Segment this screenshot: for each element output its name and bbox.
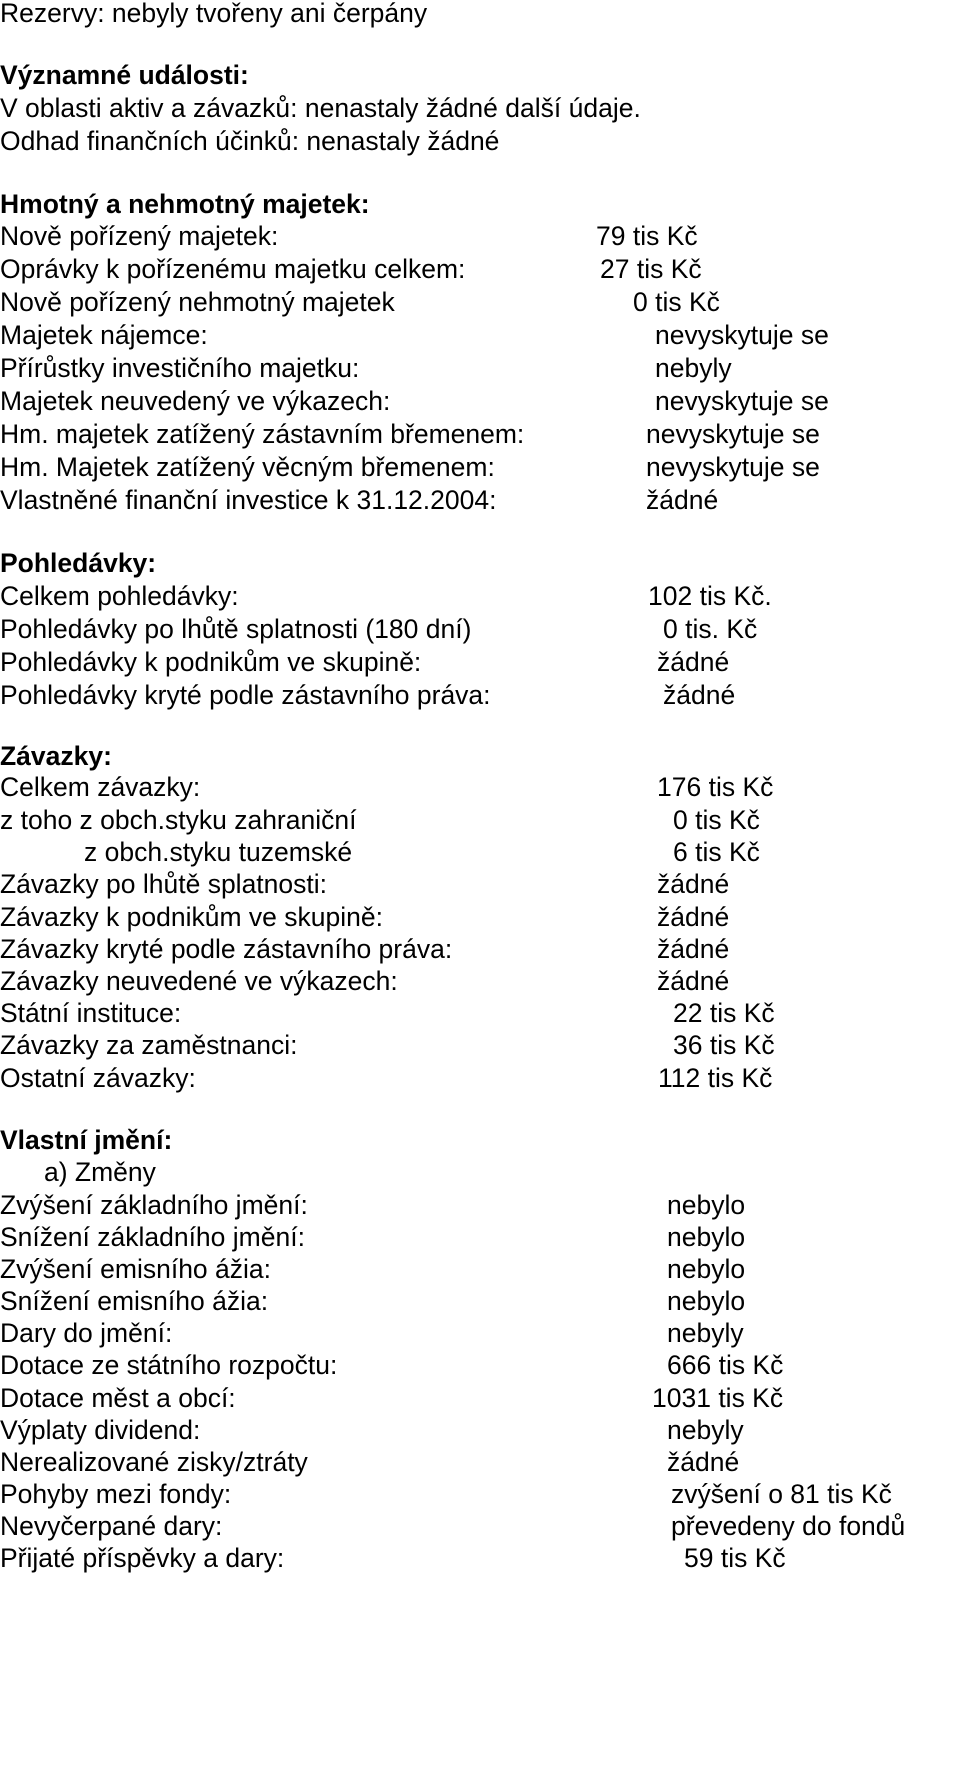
majetek-row-7-label: Hm. Majetek zatížený věcným břemenem: <box>0 452 495 482</box>
rezervy-line: Rezervy: nebyly tvořeny ani čerpány <box>0 0 428 28</box>
jmeni-row-8-value: žádné <box>667 1447 740 1477</box>
vyznamne-line-2: Odhad finančních účinků: nenastaly žádné <box>0 126 500 156</box>
pohledavky-row-3-value: žádné <box>663 680 736 710</box>
pohledavky-heading: Pohledávky: <box>0 548 157 578</box>
vyznamne-heading: Významné události: <box>0 60 249 90</box>
majetek-row-0-value: 79 tis Kč <box>596 221 698 251</box>
zavazky-row-5-label: Závazky kryté podle zástavního práva: <box>0 934 453 964</box>
jmeni-heading: Vlastní jmění: <box>0 1125 173 1155</box>
zavazky-row-9-label: Ostatní závazky: <box>0 1063 196 1093</box>
majetek-row-6-value: nevyskytuje se <box>646 419 820 449</box>
majetek-row-2-label: Nově pořízený nehmotný majetek <box>0 287 395 317</box>
majetek-row-1-value: 27 tis Kč <box>600 254 702 284</box>
zavazky-row-6-value: žádné <box>657 966 730 996</box>
jmeni-row-3-label: Snížení emisního ážia: <box>0 1286 269 1316</box>
majetek-row-6-label: Hm. majetek zatížený zástavním břemenem: <box>0 419 525 449</box>
zavazky-row-5-value: žádné <box>657 934 730 964</box>
majetek-row-1-label: Oprávky k pořízenému majetku celkem: <box>0 254 466 284</box>
zavazky-row-4-label: Závazky k podnikům ve skupině: <box>0 902 383 932</box>
zavazky-heading: Závazky: <box>0 741 112 771</box>
jmeni-row-4-value: nebyly <box>667 1318 744 1348</box>
pohledavky-row-3-label: Pohledávky kryté podle zástavního práva: <box>0 680 491 710</box>
majetek-row-8-value: žádné <box>646 485 719 515</box>
majetek-row-4-label: Přírůstky investičního majetku: <box>0 353 360 383</box>
majetek-row-5-value: nevyskytuje se <box>655 386 829 416</box>
jmeni-row-0-label: Zvýšení základního jmění: <box>0 1190 308 1220</box>
jmeni-row-11-value: 59 tis Kč <box>684 1543 786 1573</box>
jmeni-row-9-label: Pohyby mezi fondy: <box>0 1479 232 1509</box>
jmeni-row-3-value: nebylo <box>667 1286 746 1316</box>
zavazky-row-8-value: 36 tis Kč <box>673 1030 775 1060</box>
pohledavky-row-0-label: Celkem pohledávky: <box>0 581 239 611</box>
jmeni-row-11-label: Přijaté příspěvky a dary: <box>0 1543 285 1573</box>
jmeni-row-10-label: Nevyčerpané dary: <box>0 1511 223 1541</box>
zavazky-row-2-label: z obch.styku tuzemské <box>84 837 353 867</box>
jmeni-row-5-label: Dotace ze státního rozpočtu: <box>0 1350 338 1380</box>
zavazky-row-3-label: Závazky po lhůtě splatnosti: <box>0 869 328 899</box>
zavazky-row-9-value: 112 tis Kč <box>658 1063 773 1093</box>
majetek-heading: Hmotný a nehmotný majetek: <box>0 189 370 219</box>
zavazky-row-4-value: žádné <box>657 902 730 932</box>
zavazky-row-0-label: Celkem závazky: <box>0 772 201 802</box>
jmeni-row-1-value: nebylo <box>667 1222 746 1252</box>
jmeni-subheading: a) Změny <box>44 1157 156 1187</box>
majetek-row-2-value: 0 tis Kč <box>633 287 720 317</box>
jmeni-row-1-label: Snížení základního jmění: <box>0 1222 305 1252</box>
jmeni-row-0-value: nebylo <box>667 1190 746 1220</box>
majetek-row-3-label: Majetek nájemce: <box>0 320 208 350</box>
jmeni-row-7-label: Výplaty dividend: <box>0 1415 201 1445</box>
majetek-row-8-label: Vlastněné finanční investice k 31.12.2004: <box>0 485 497 515</box>
jmeni-row-9-value: zvýšení o 81 tis Kč <box>671 1479 892 1509</box>
jmeni-row-2-value: nebylo <box>667 1254 746 1284</box>
majetek-row-4-value: nebyly <box>655 353 732 383</box>
majetek-row-7-value: nevyskytuje se <box>646 452 820 482</box>
majetek-row-0-label: Nově pořízený majetek: <box>0 221 279 251</box>
jmeni-row-6-value: 1031 tis Kč <box>652 1383 784 1413</box>
jmeni-row-10-value: převedeny do fondů <box>671 1511 906 1541</box>
pohledavky-row-1-label: Pohledávky po lhůtě splatnosti (180 dní) <box>0 614 472 644</box>
pohledavky-row-0-value: 102 tis Kč. <box>648 581 772 611</box>
pohledavky-row-1-value: 0 tis. Kč <box>663 614 758 644</box>
zavazky-row-7-label: Státní instituce: <box>0 998 182 1028</box>
majetek-row-3-value: nevyskytuje se <box>655 320 829 350</box>
pohledavky-row-2-value: žádné <box>657 647 730 677</box>
vyznamne-line-1: V oblasti aktiv a závazků: nenastaly žádné další údaje. <box>0 93 641 123</box>
zavazky-row-6-label: Závazky neuvedené ve výkazech: <box>0 966 398 996</box>
zavazky-row-0-value: 176 tis Kč <box>657 772 774 802</box>
jmeni-row-7-value: nebyly <box>667 1415 744 1445</box>
jmeni-row-2-label: Zvýšení emisního ážia: <box>0 1254 272 1284</box>
zavazky-row-8-label: Závazky za zaměstnanci: <box>0 1030 298 1060</box>
zavazky-row-1-value: 0 tis Kč <box>673 805 760 835</box>
jmeni-row-6-label: Dotace měst a obcí: <box>0 1383 236 1413</box>
jmeni-row-5-value: 666 tis Kč <box>667 1350 784 1380</box>
majetek-row-5-label: Majetek neuvedený ve výkazech: <box>0 386 391 416</box>
pohledavky-row-2-label: Pohledávky k podnikům ve skupině: <box>0 647 422 677</box>
zavazky-row-1-label: z toho z obch.styku zahraniční <box>0 805 357 835</box>
zavazky-row-7-value: 22 tis Kč <box>673 998 775 1028</box>
jmeni-row-4-label: Dary do jmění: <box>0 1318 173 1348</box>
zavazky-row-3-value: žádné <box>657 869 730 899</box>
jmeni-row-8-label: Nerealizované zisky/ztráty <box>0 1447 308 1477</box>
zavazky-row-2-value: 6 tis Kč <box>673 837 760 867</box>
